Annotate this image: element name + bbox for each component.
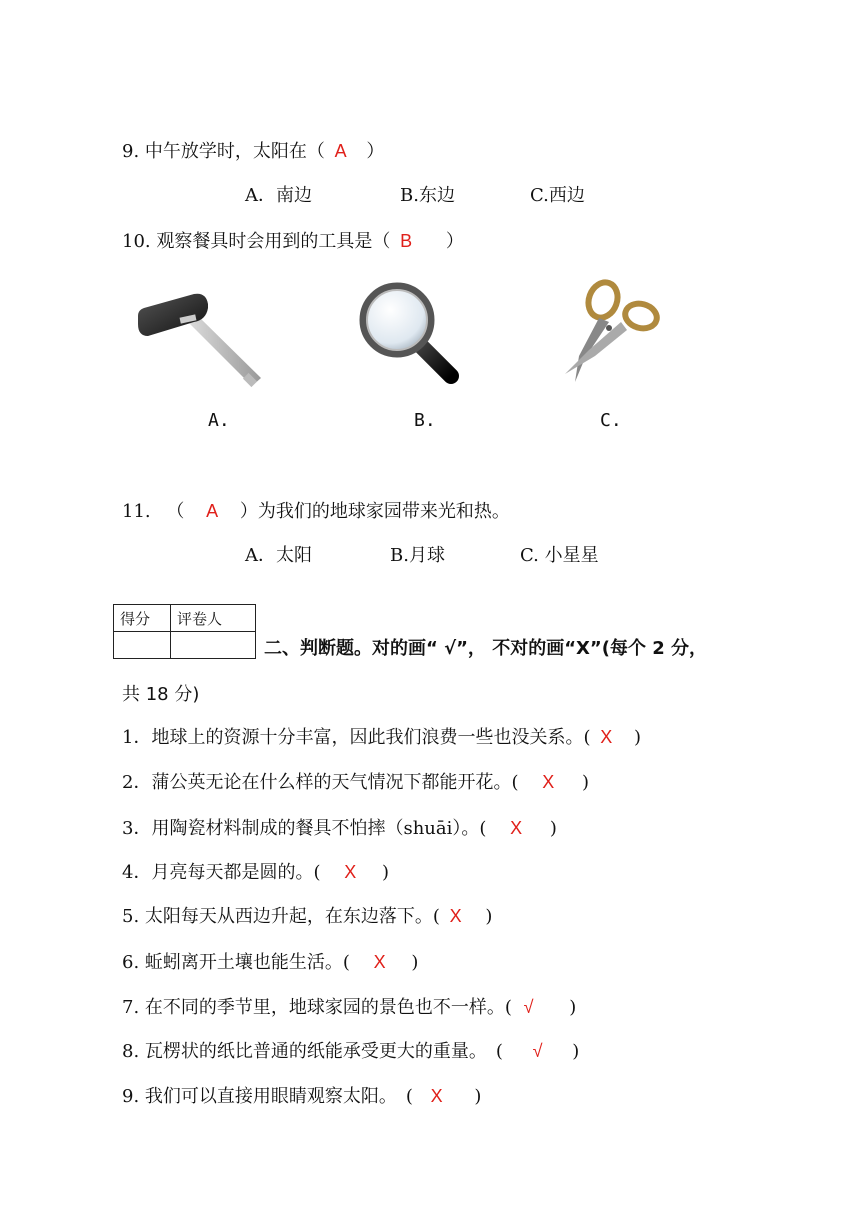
scissors-icon	[555, 278, 665, 388]
judgement-close: )	[569, 997, 577, 1018]
answer-mark: X	[542, 772, 555, 792]
image-label-c: C.	[600, 410, 622, 431]
judgement-text: 4．月亮每天都是圆的。(	[122, 862, 321, 883]
section-title-cont: 共 18 分)	[122, 684, 200, 705]
answer-mark: √	[532, 1041, 543, 1061]
judgement-close: )	[549, 818, 557, 839]
grader-header: 评卷人	[171, 605, 256, 632]
judgement-7	[122, 994, 576, 1021]
hammer-icon	[136, 290, 266, 390]
judgement-4	[122, 859, 389, 886]
judgement-text: 5. 太阳每天从西边升起，在东边落下。(	[122, 906, 440, 927]
judgement-3	[122, 815, 557, 842]
judgement-6	[122, 949, 418, 976]
answer-mark: √	[523, 997, 534, 1017]
question-text: 观察餐具时会用到的工具是（	[156, 231, 391, 252]
grader-cell	[171, 632, 256, 659]
judgement-close: )	[633, 727, 641, 748]
judgement-close: )	[572, 1041, 580, 1062]
judgement-text: 2．蒲公英无论在什么样的天气情况下都能开花。(	[122, 772, 519, 793]
image-label-a: A.	[208, 410, 230, 431]
judgement-1	[122, 724, 641, 751]
answer-mark: X	[449, 906, 462, 926]
answer-mark: A	[334, 141, 347, 161]
judgement-close: )	[485, 906, 493, 927]
judgement-5	[122, 903, 492, 930]
question-text-start: （	[166, 501, 185, 522]
score-header: 得分	[114, 605, 171, 632]
question-number: 10.	[122, 231, 151, 252]
answer-mark: B	[400, 231, 413, 251]
answer-mark: X	[510, 818, 523, 838]
question-10	[122, 228, 464, 255]
score-table	[113, 604, 256, 659]
option-b: B.东边	[400, 185, 455, 206]
question-text: ）为我们的地球家园带来光和热。	[239, 501, 510, 522]
image-label-b: B.	[414, 410, 436, 431]
section-title: 二、判断题。对的画“ √”， 不对的画“X”(每个 2 分，	[264, 638, 708, 659]
judgement-text: 8. 瓦楞状的纸比普通的纸能承受更大的重量。 (	[122, 1041, 503, 1062]
judgement-close: )	[381, 862, 389, 883]
judgement-close: )	[474, 1086, 482, 1107]
score-cell	[114, 632, 171, 659]
judgement-text: 7. 在不同的季节里，地球家园的景色也不一样。(	[122, 997, 512, 1018]
option-a: A．南边	[245, 185, 312, 206]
question-11	[122, 498, 510, 525]
option-a: A．太阳	[245, 545, 312, 566]
question-text-end: ）	[366, 141, 385, 162]
answer-mark: A	[206, 501, 219, 521]
judgement-2	[122, 769, 589, 796]
judgement-text: 6. 蚯蚓离开土壤也能生活。(	[122, 952, 350, 973]
judgement-text: 3．用陶瓷材料制成的餐具不怕摔（shuāi）。(	[122, 818, 487, 839]
judgement-8	[122, 1038, 579, 1065]
option-c: C.西边	[530, 185, 585, 206]
answer-mark: X	[373, 952, 386, 972]
judgement-close: )	[581, 772, 589, 793]
question-number: 9.	[122, 141, 140, 162]
answer-mark: X	[600, 727, 613, 747]
answer-mark: X	[430, 1086, 443, 1106]
question-9	[122, 138, 384, 165]
option-b: B.月球	[390, 545, 445, 566]
option-c: C. 小星星	[520, 545, 599, 566]
answer-mark: X	[344, 862, 357, 882]
judgement-text: 9. 我们可以直接用眼睛观察太阳。 (	[122, 1086, 413, 1107]
question-number: 11.	[122, 501, 151, 522]
question-text: 中午放学时，太阳在（	[144, 141, 325, 162]
question-text-end: ）	[445, 231, 464, 252]
judgement-text: 1．地球上的资源十分丰富，因此我们浪费一些也没关系。(	[122, 727, 591, 748]
magnifier-icon	[355, 280, 465, 390]
judgement-9	[122, 1083, 481, 1110]
judgement-close: )	[411, 952, 419, 973]
